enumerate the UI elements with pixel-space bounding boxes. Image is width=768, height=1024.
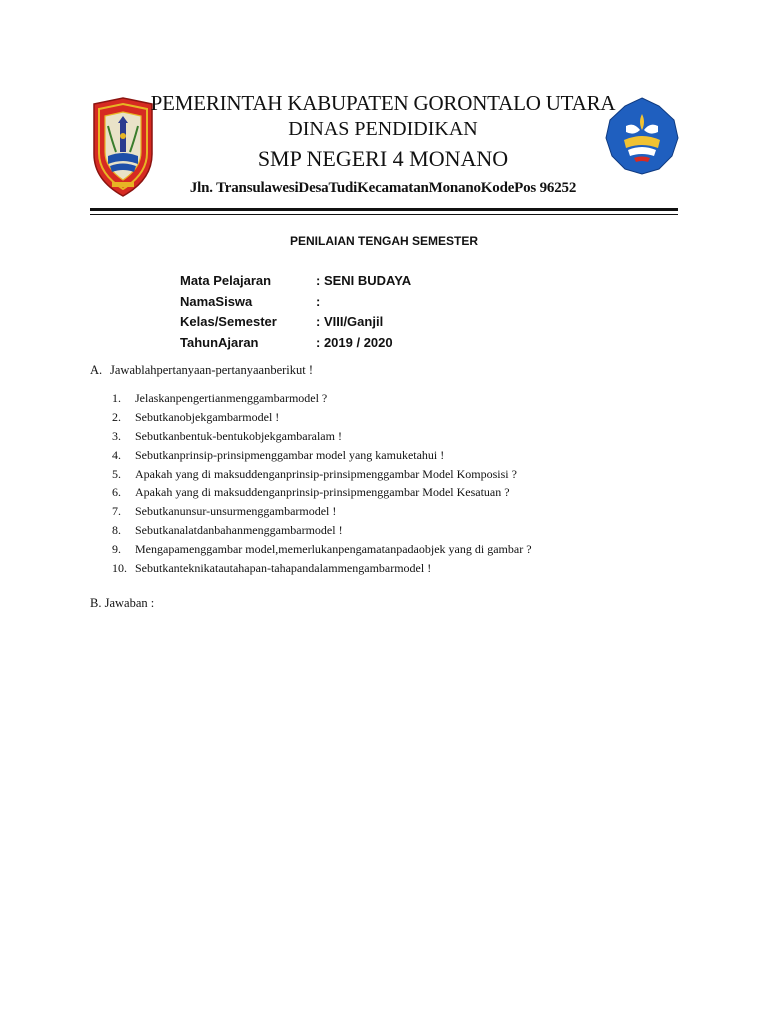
question-number: 4. bbox=[112, 447, 121, 462]
question-text: Apakah yang di maksuddenganprinsip-prinsipmenggambar Model Komposisi ? bbox=[135, 466, 517, 481]
question-text: Sebutkanobjekgambarmodel ! bbox=[135, 409, 280, 424]
header-divider-thick bbox=[90, 208, 678, 211]
info-value: : bbox=[316, 293, 321, 309]
question-item bbox=[112, 521, 532, 540]
info-label: Kelas/Semester bbox=[180, 314, 277, 329]
question-text: Sebutkanunsur-unsurmenggambarmodel ! bbox=[135, 504, 337, 519]
question-text: Mengapamenggambar model,memerlukanpengamatanpadaobjek yang di gambar ? bbox=[135, 542, 532, 557]
section-instruction: Jawablahpertanyaan-pertanyaanberikut ! bbox=[110, 363, 314, 377]
info-value: : SENI BUDAYA bbox=[316, 273, 412, 288]
question-item bbox=[112, 483, 532, 502]
question-number: 5. bbox=[112, 466, 121, 481]
question-text: Sebutkanbentuk-bentukobjekgambaralam ! bbox=[135, 428, 342, 443]
gorontalo-utara-crest-icon bbox=[88, 96, 158, 200]
question-text: Apakah yang di maksuddenganprinsip-prinsipmenggambar Model Kesatuan ? bbox=[135, 485, 510, 500]
question-item bbox=[112, 408, 532, 427]
info-value: : VIII/Ganjil bbox=[316, 314, 384, 329]
info-value: : 2019 / 2020 bbox=[316, 334, 393, 350]
question-number: 1. bbox=[112, 391, 121, 405]
question-number: 2. bbox=[112, 409, 121, 424]
question-item bbox=[112, 559, 532, 578]
question-item bbox=[112, 502, 532, 521]
question-text: Jelaskanpengertianmenggambarmodel ? bbox=[135, 391, 328, 405]
question-text: Sebutkanalatdanbahanmenggambarmodel ! bbox=[135, 523, 343, 538]
letterhead bbox=[150, 90, 616, 198]
question-number: 9. bbox=[112, 542, 121, 557]
question-item bbox=[112, 465, 532, 484]
government-name: PEMERINTAH KABUPATEN GORONTALO UTARA bbox=[150, 91, 616, 115]
section-letter: A. bbox=[90, 363, 103, 377]
question-number: 7. bbox=[112, 504, 121, 519]
question-number: 10. bbox=[112, 561, 127, 576]
info-label: NamaSiswa bbox=[180, 293, 253, 309]
question-number: 6. bbox=[112, 485, 121, 500]
question-item bbox=[112, 540, 532, 559]
question-item bbox=[112, 389, 532, 408]
question-number: 8. bbox=[112, 523, 121, 538]
question-list bbox=[112, 389, 532, 578]
header-divider-thin bbox=[90, 214, 678, 215]
section-b-heading: B. Jawaban : bbox=[90, 596, 155, 610]
department-name: DINAS PENDIDIKAN bbox=[288, 118, 478, 140]
question-number: 3. bbox=[112, 428, 121, 443]
school-name: SMP NEGERI 4 MONANO bbox=[257, 146, 509, 171]
info-label: TahunAjaran bbox=[180, 334, 259, 350]
info-label: Mata Pelajaran bbox=[180, 273, 272, 288]
exam-title: PENILAIAN TENGAH SEMESTER bbox=[289, 234, 478, 248]
question-item bbox=[112, 427, 532, 446]
question-item bbox=[112, 446, 532, 465]
question-text: Sebutkanteknikatautahapan-tahapandalammengambarmodel ! bbox=[135, 561, 432, 576]
question-text: Sebutkanprinsip-prinsipmenggambar model yang kamuketahui ! bbox=[135, 447, 445, 462]
school-address: Jln. TransulawesiDesaTudiKecamatanMonanoKodePos 96252 bbox=[189, 180, 577, 196]
section-a-heading bbox=[90, 363, 313, 378]
